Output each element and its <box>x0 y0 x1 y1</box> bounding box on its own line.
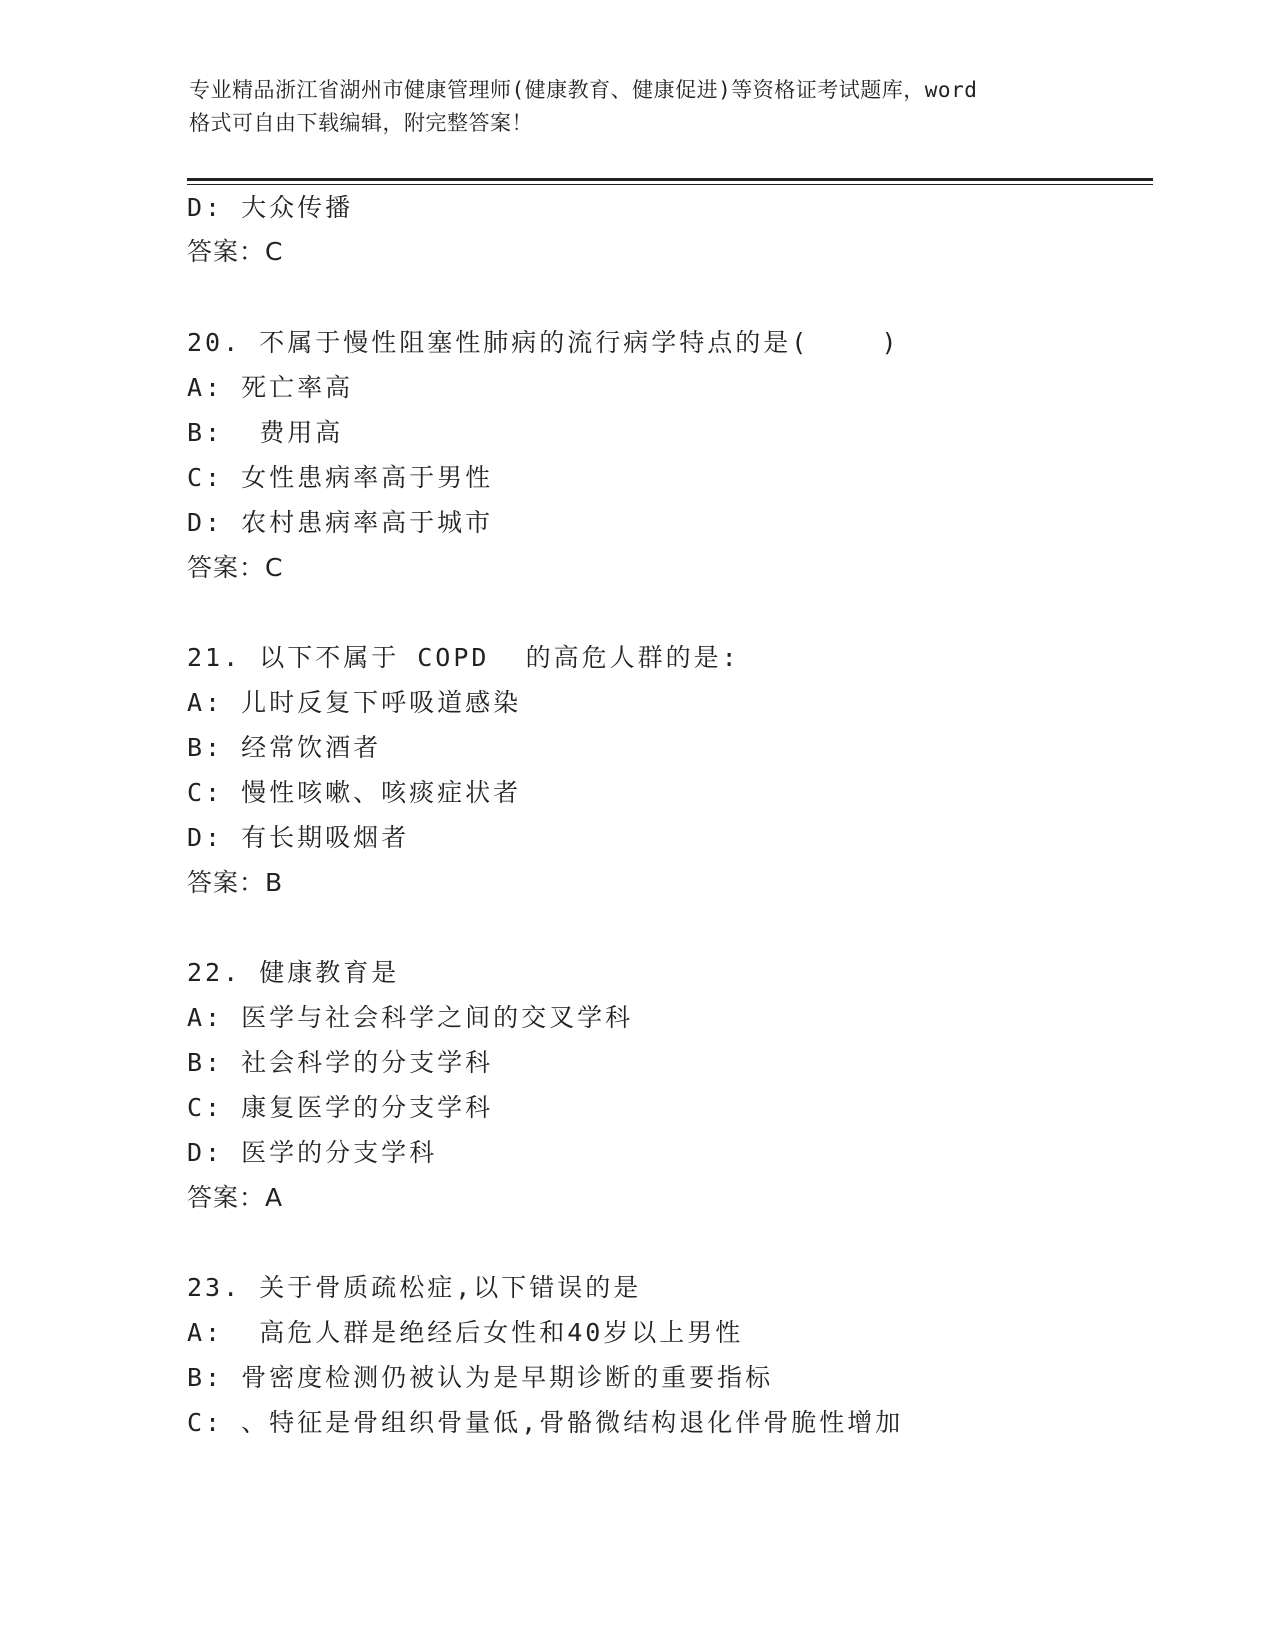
answer: 答案：A <box>187 1183 284 1212</box>
header-divider-thick <box>187 178 1153 181</box>
option-a: A: 儿时反复下呼吸道感染 <box>187 688 522 717</box>
option-c: C: 康复医学的分支学科 <box>187 1093 494 1122</box>
option-b: B: 经常饮酒者 <box>187 733 382 762</box>
option-a: A: 死亡率高 <box>187 373 354 402</box>
question-stem: 22. 健康教育是 <box>187 958 400 987</box>
option-b: B: 费用高 <box>187 418 344 447</box>
option-c: C: 、特征是骨组织骨量低,骨骼微结构退化伴骨脆性增加 <box>187 1408 904 1437</box>
answer: 答案：C <box>187 237 284 266</box>
option-d: D: 有长期吸烟者 <box>187 823 410 852</box>
page-header <box>189 74 1089 140</box>
header-line-1: 专业精品浙江省湖州市健康管理师(健康教育、健康促进)等资格证考试题库，word <box>189 78 978 102</box>
option-d: D: 医学的分支学科 <box>187 1138 438 1167</box>
option-c: C: 慢性咳嗽、咳痰症状者 <box>187 778 522 807</box>
header-line-2: 格式可自由下载编辑，附完整答案！ <box>189 111 533 135</box>
answer: 答案：B <box>187 868 284 897</box>
question-stem: 20. 不属于慢性阻塞性肺病的流行病学特点的是( ) <box>187 328 900 357</box>
answer: 答案：C <box>187 553 284 582</box>
option-d: D: 大众传播 <box>187 193 354 222</box>
option-b: B: 社会科学的分支学科 <box>187 1048 494 1077</box>
option-a: A: 高危人群是绝经后女性和40岁以上男性 <box>187 1318 744 1347</box>
option-a: A: 医学与社会科学之间的交叉学科 <box>187 1003 634 1032</box>
option-d: D: 农村患病率高于城市 <box>187 508 494 537</box>
header-divider-thin <box>187 184 1153 185</box>
question-stem: 23. 关于骨质疏松症,以下错误的是 <box>187 1273 642 1302</box>
option-b: B: 骨密度检测仍被认为是早期诊断的重要指标 <box>187 1363 774 1392</box>
question-stem: 21. 以下不属于 COPD 的高危人群的是: <box>187 643 740 672</box>
option-c: C: 女性患病率高于男性 <box>187 463 494 492</box>
